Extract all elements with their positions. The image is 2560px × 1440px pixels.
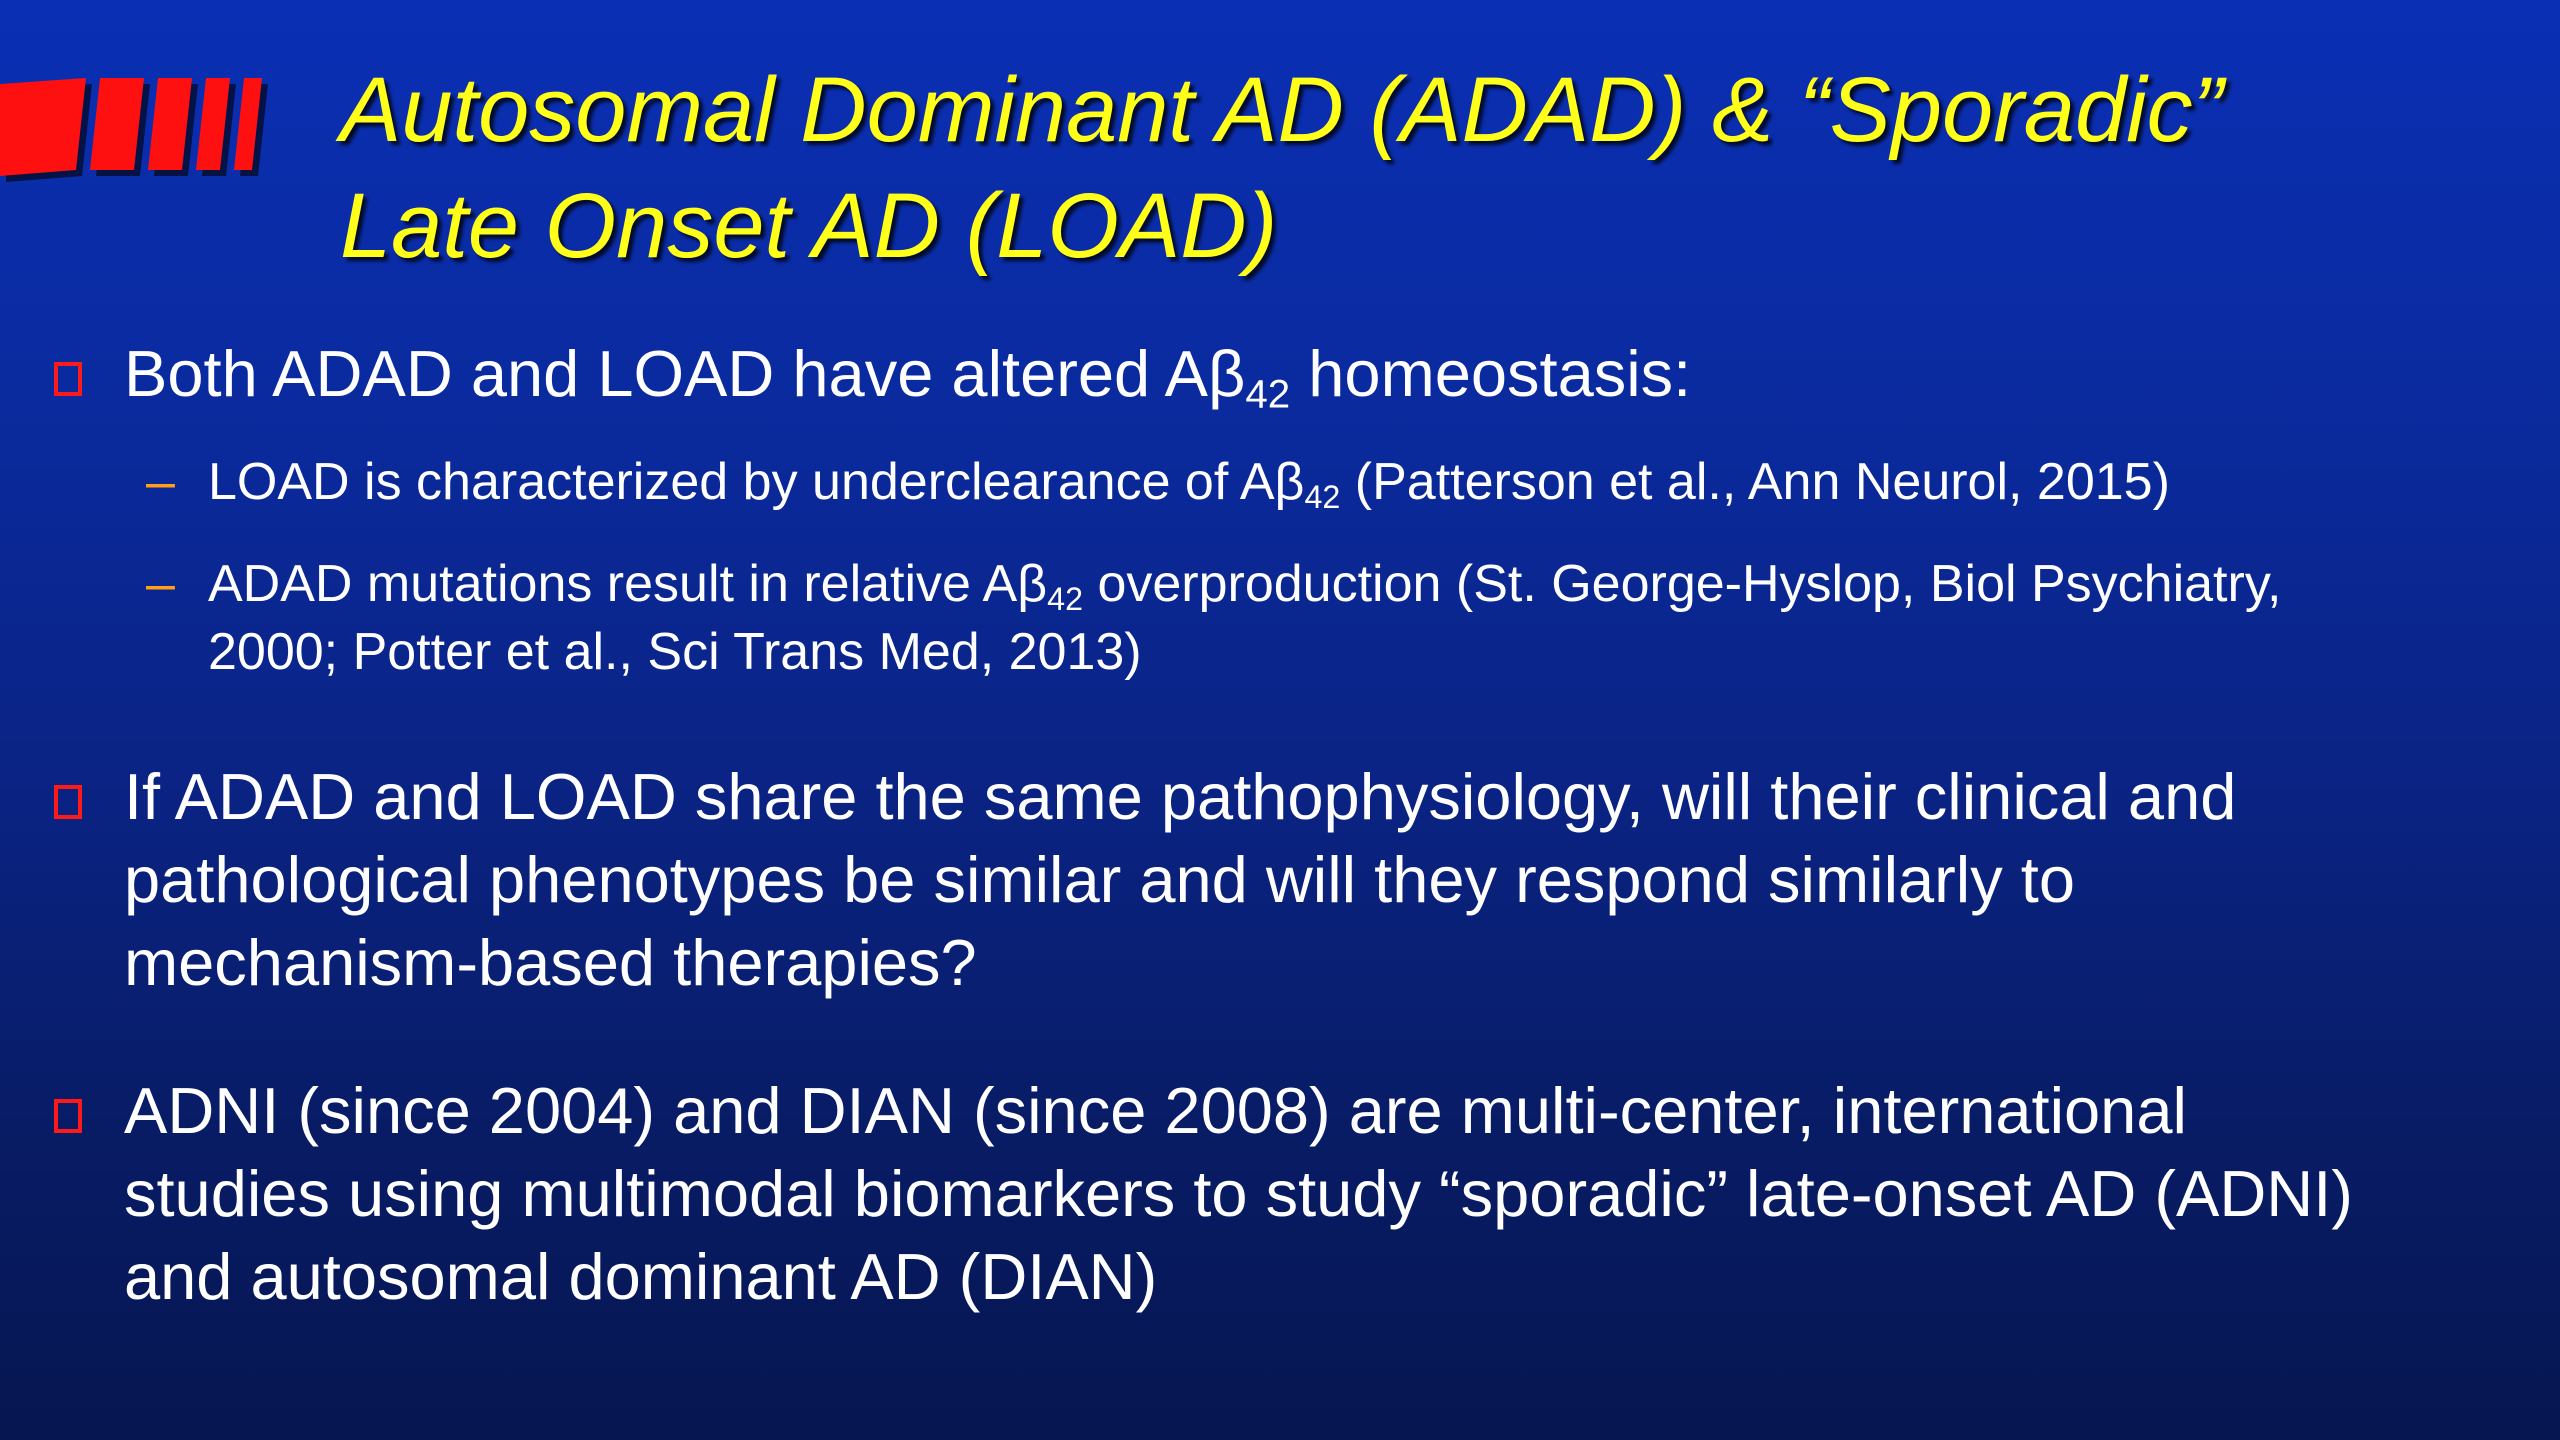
bullet-1-text-end: homeostasis: xyxy=(1290,337,1692,410)
bullet-marker-icon xyxy=(54,785,82,819)
red-stripes-logo xyxy=(0,78,280,182)
sub-bullet-1-subscript: 42 xyxy=(1304,479,1341,516)
bullet-1-text-main: Both ADAD and LOAD have altered Aβ xyxy=(124,337,1246,410)
sub-bullet-1-text xyxy=(208,448,2508,516)
sub-bullet-2-text xyxy=(208,550,2358,686)
title-line-1: Autosomal Dominant AD (ADAD) & “Sporadic” xyxy=(340,59,2224,161)
dash-marker: – xyxy=(146,453,175,511)
bullet-2-text: If ADAD and LOAD share the same pathophysiology, will their clinical and pathological phenotypes be similar and will they respond similarly to mechanism-based therapies? xyxy=(124,760,2237,999)
sub-bullet-2-subscript: 42 xyxy=(1047,581,1083,618)
bullet-3-text: ADNI (since 2004) and DIAN (since 2008) are multi-center, international studies using multimodal biomarkers to study “sporadic” late-onset AD (ADNI) and autosomal dominant AD (DIAN) xyxy=(124,1074,2353,1313)
bullet-1-subscript: 42 xyxy=(1245,371,1291,417)
slide-title xyxy=(340,52,2490,284)
sub-bullet-1-text-end: (Patterson et al., Ann Neurol, 2015) xyxy=(1340,453,2170,511)
sub-bullet-2-text-end: overproduction (St. George-Hyslop, Biol Psychiatry, 2000; Potter et al., Sci Trans Med, 2013) xyxy=(208,555,2282,681)
sub-bullet-1-text-main: LOAD is characterized by underclearance of Aβ xyxy=(208,453,1305,511)
dash-marker: – xyxy=(146,555,175,613)
sub-bullet-2-text-main: ADAD mutations result in relative Aβ xyxy=(208,555,1048,613)
bullet-marker-icon xyxy=(54,1099,82,1133)
bullet-1-text xyxy=(124,332,2474,415)
bullet-marker-icon xyxy=(54,362,82,396)
title-line-2: Late Onset AD (LOAD) xyxy=(340,175,1278,277)
